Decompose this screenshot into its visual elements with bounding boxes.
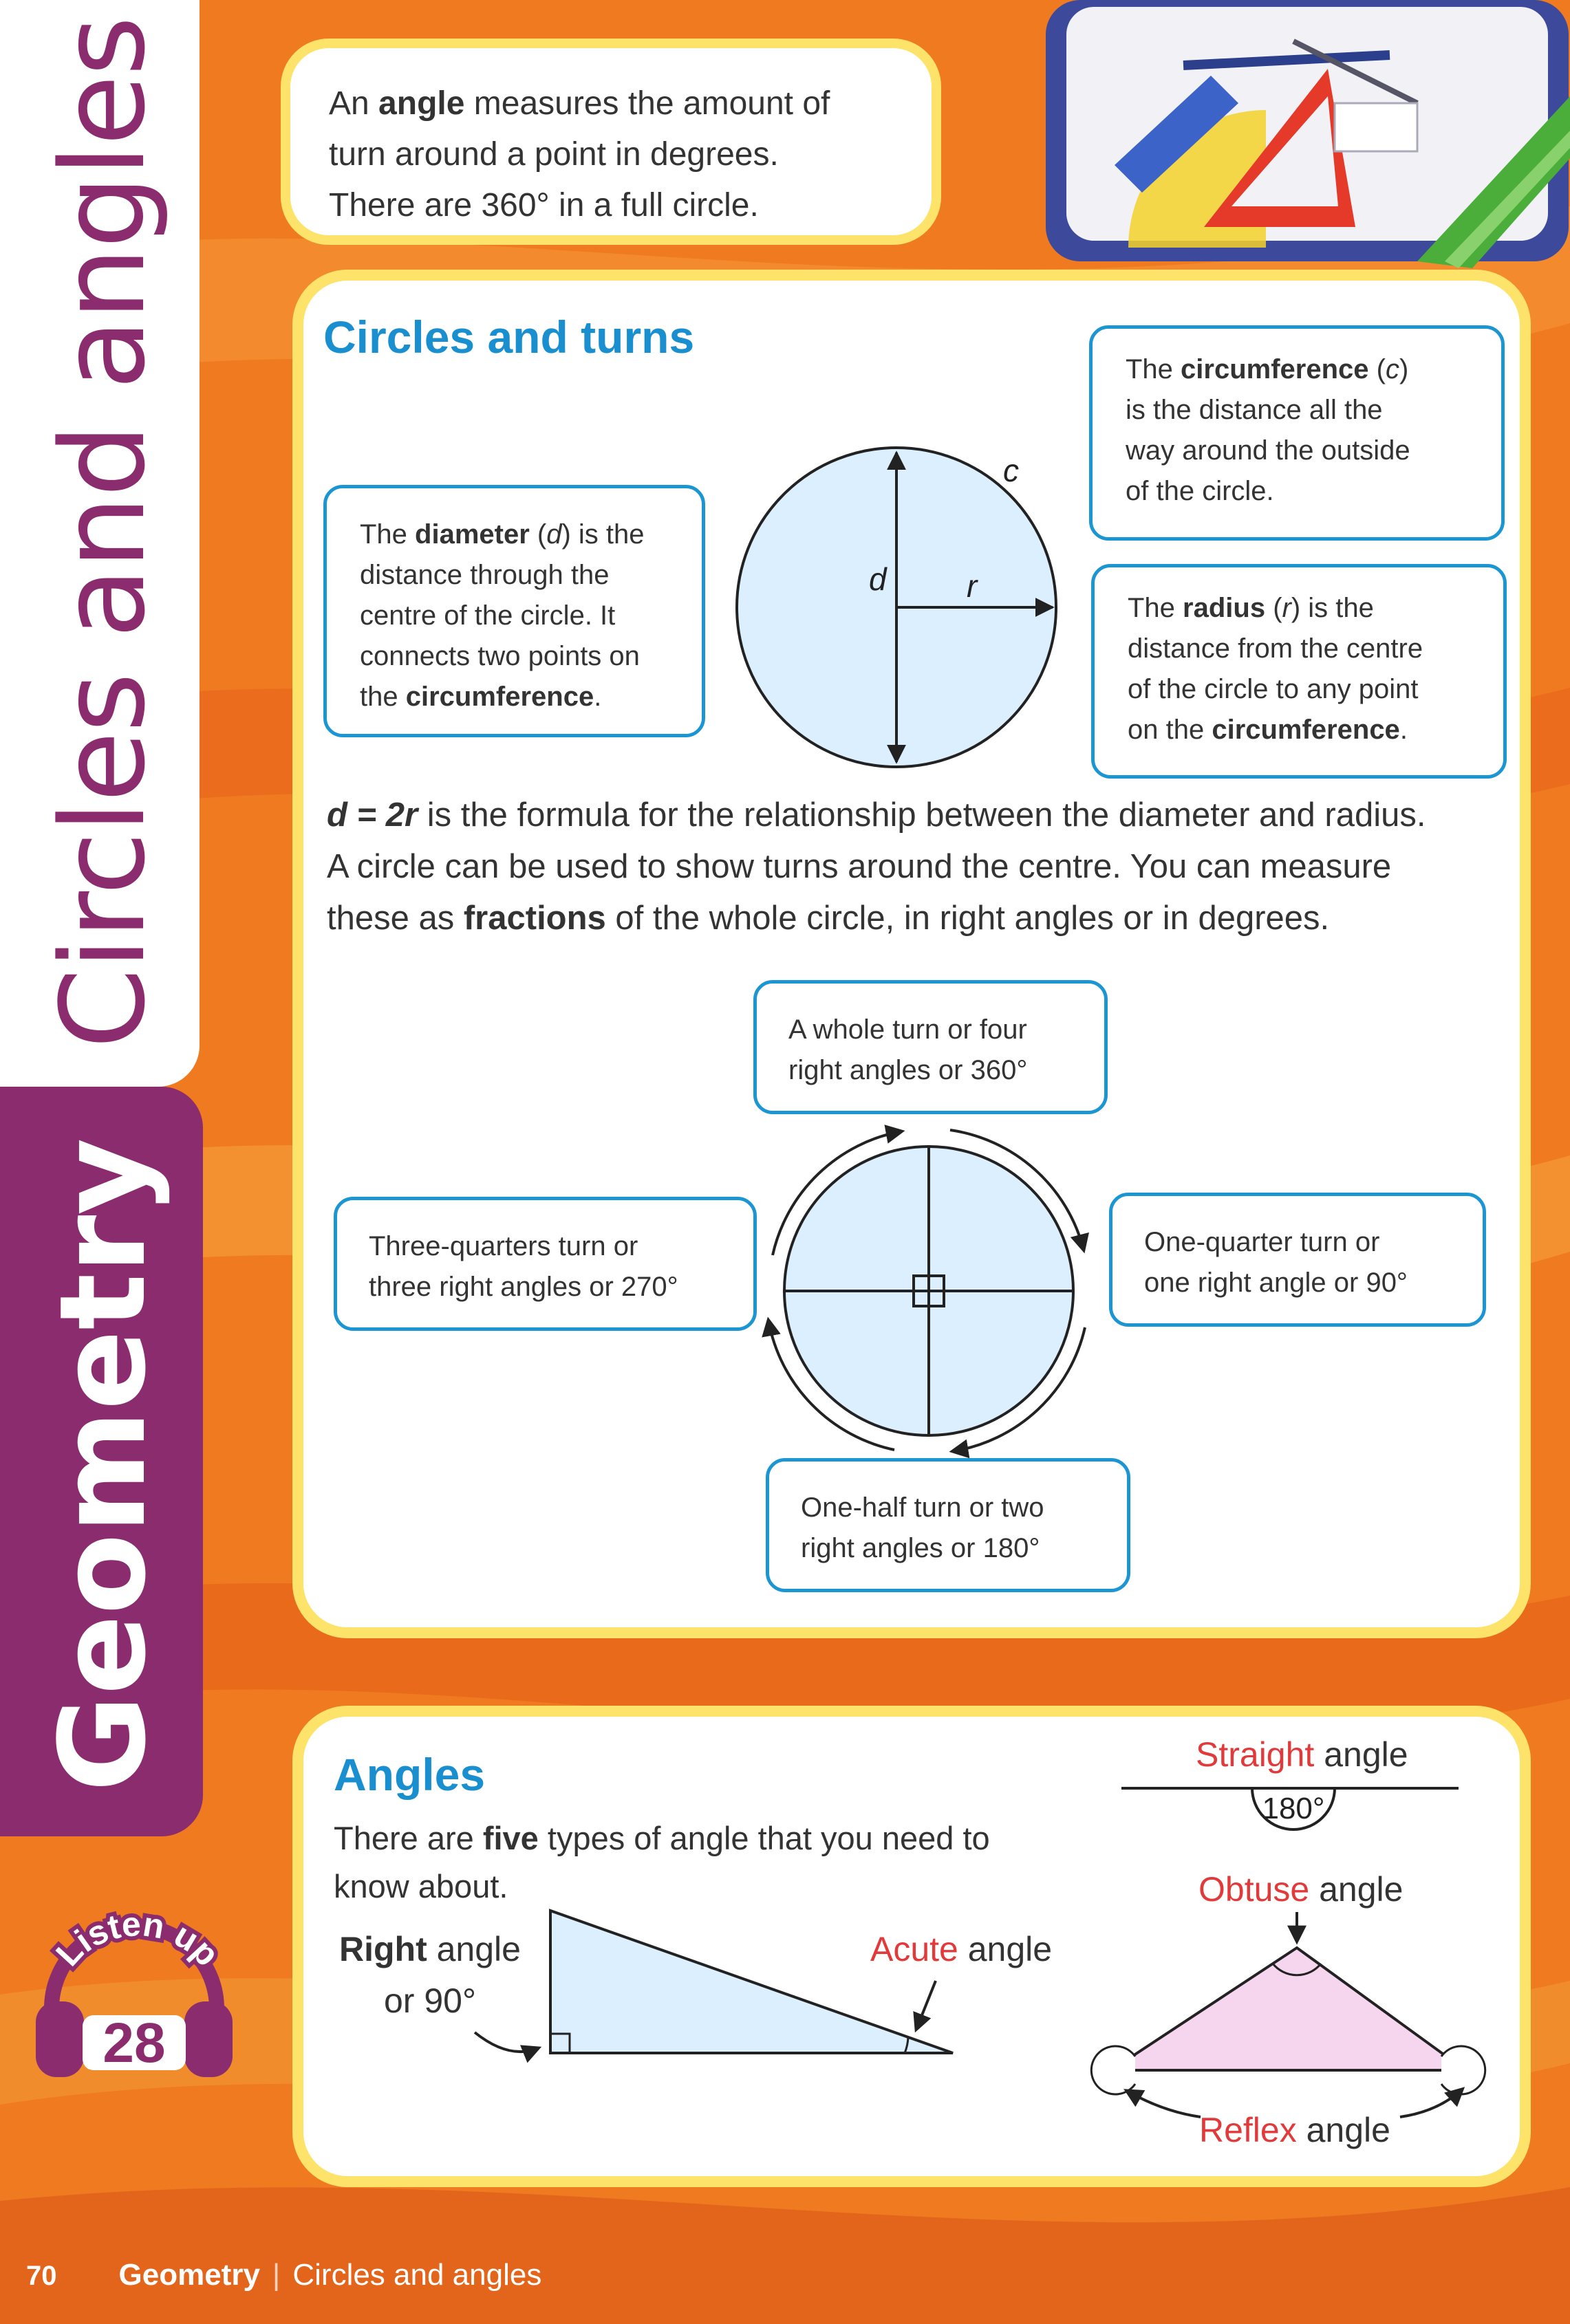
angles-intro: There are five types of angle that you need to know about. [334,1820,990,1904]
whole-turn-callout: A whole turn or four right angles or 360° [753,980,1108,1114]
geometry-tools-image [1032,0,1570,268]
right-angle-label: Right angle [339,1930,521,1968]
svg-text:Listen up [48,1904,226,1973]
acute-angle-label: Acute angle [870,1930,1053,1968]
page-footer: 70 Geometry | Circles and angles [26,2258,542,2292]
audio-number: 28 [103,2012,166,2074]
footer-topic: Circles and angles [292,2258,542,2292]
intro-box [281,39,941,245]
obtuse-triangle-diagram [1080,1912,1507,2125]
reflex-angle-label: Reflex angle [1199,2111,1390,2149]
footer-section: Geometry [118,2258,260,2292]
half-turn-callout: One-half turn or two right angles or 180° [766,1458,1130,1592]
reflex-left-pointer [1127,2091,1201,2117]
page-number: 70 [26,2261,57,2291]
right-triangle-diagram [461,1905,984,2070]
straight-angle-value: 180° [1262,1792,1325,1825]
formula-paragraph: d = 2r is the formula for the relationship between the diameter and radius. A circle can be used to show turns around the centre. You can measure these as fractions of the whole circle, in right angles or in degrees. [327,796,1426,937]
radius-callout: The radius (r) is the distance from the centre of the circle to any point on the circumference. [1091,564,1507,779]
right-angle-degrees: or 90° [384,1981,476,2020]
section-title: Geometry [34,1138,172,1792]
d-label: d [869,561,887,597]
intro-text: An angle measures the amount of turn around a point in degrees. There are 360° in a full circle. [329,85,830,224]
right-angle-pointer [475,2032,538,2052]
straight-angle-diagram [1121,1774,1465,1850]
audio-label: Listen up [48,1904,227,1974]
diameter-callout: The diameter (d) is the distance through the centre of the circle. It connects two points on the circumference. [323,485,705,737]
r-label: r [967,568,978,604]
circumference-callout: The circumference (c) is the distance all the way around the outside of the circle. [1089,325,1505,541]
angles-heading: Angles [334,1749,486,1800]
straight-angle-label: Straight angle [1196,1735,1408,1774]
circles-heading: Circles and turns [323,312,695,362]
turns-diagram [753,1121,1111,1458]
listen-up-badge[interactable] [21,1891,248,2084]
three-quarters-turn-callout: Three-quarters turn or three right angles or 270° [334,1197,757,1331]
obtuse-angle-label: Obtuse angle [1198,1870,1404,1909]
acute-angle-pointer [916,1981,936,2029]
c-label: c [1003,453,1019,488]
topic-title: Circles and angles [36,17,171,1049]
quarter-turn-callout: One-quarter turn or one right angle or 90° [1109,1193,1486,1327]
circle-diagram [729,440,1087,777]
